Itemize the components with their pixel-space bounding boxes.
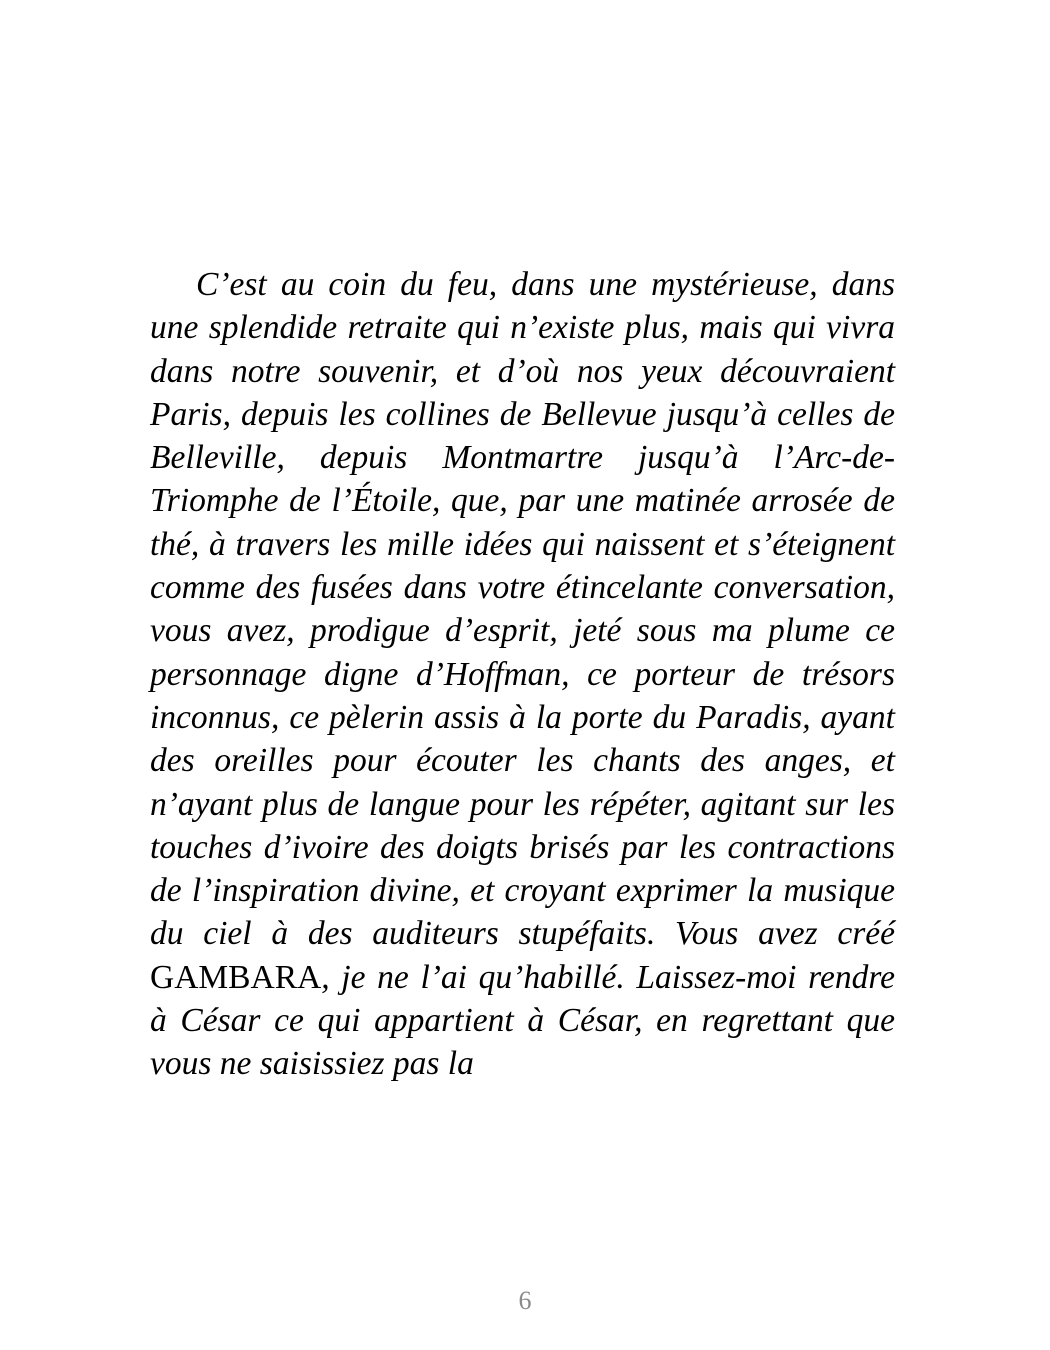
paragraph-text-part-2: , je ne l’ai qu’habillé. Laissez-moi rendre à César ce qui appartient à César, en regrettant que vous ne saisissiez pas la — [150, 958, 895, 1083]
body-paragraph — [150, 263, 895, 1086]
paragraph-text-part-1: C’est au coin du feu, dans une mystérieuse, dans une splendide retraite qui n’existe plus, mais qui vivra dans notre souvenir, et d’où nos yeux découvraient Paris, depuis les collines de Bellevue jusqu’à celles de Belleville, depuis Montmartre jusqu’à l’Arc-de-Triomphe de l’Étoile, que, par une matinée arrosée de thé, à travers les mille idées qui naissent et s’éteignent comme des fusées dans votre étincelante conversation, vous avez, prodigue d’esprit, jeté sous ma plume ce personnage digne d’Hoffman, ce porteur de trésors inconnus, ce pèlerin assis à la porte du Paradis, ayant des oreilles pour écouter les chants des anges, et n’ayant plus de langue pour les répéter, agitant sur les touches d’ivoire des doigts brisés par les contractions de l’inspiration divine, et croyant exprimer la musique du ciel à des auditeurs stupéfaits. Vous avez créé — [150, 266, 895, 953]
page-number: 6 — [518, 1286, 532, 1315]
title-name-gambara: GAMBARA — [150, 958, 322, 996]
